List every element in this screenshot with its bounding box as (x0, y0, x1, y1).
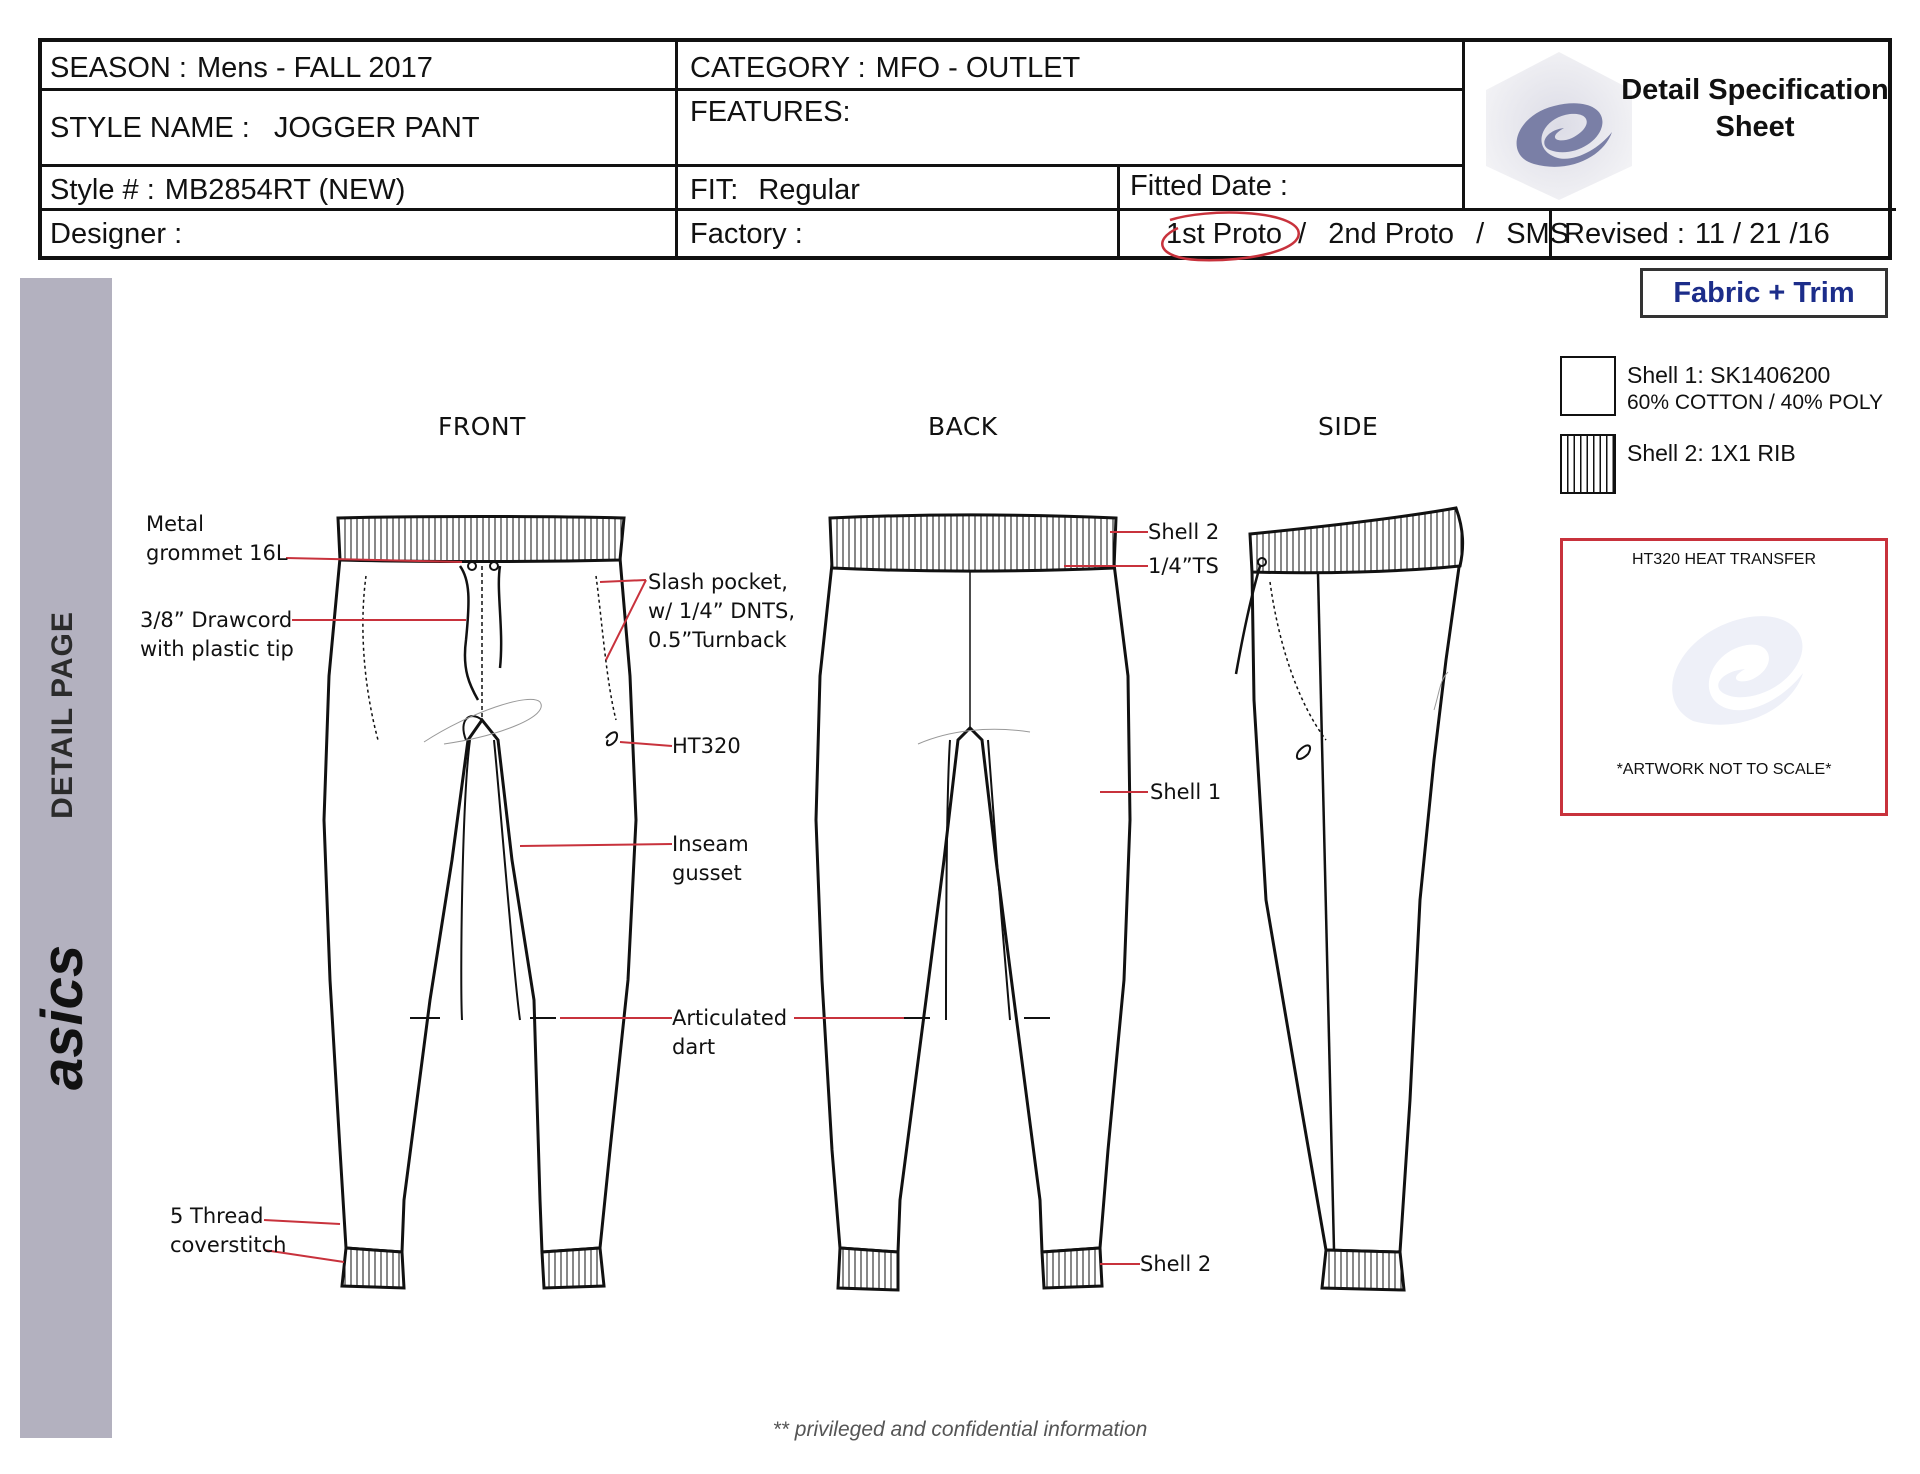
grommet-callout (146, 510, 288, 568)
proto-separator: / (1476, 218, 1485, 250)
shell2-bottom-callout: Shell 2 (1140, 1252, 1212, 1276)
callout-line: Metal (146, 512, 204, 536)
proto-separator: / (1298, 218, 1307, 250)
callout-line: 5 Thread (170, 1204, 264, 1228)
season-label: SEASON : (50, 52, 187, 84)
inseam-gusset-callout (672, 830, 749, 888)
season-value: Mens - FALL 2017 (197, 52, 433, 84)
revised-value: 11 / 21 /16 (1694, 218, 1830, 250)
ht320-callout: HT320 (672, 734, 741, 758)
callout-line: with plastic tip (140, 637, 294, 661)
category-label: CATEGORY : (690, 52, 866, 84)
shell1-content: 60% COTTON / 40% POLY (1627, 391, 1883, 414)
style-number-label: Style # : (50, 174, 155, 206)
shell2-text: Shell 2: 1X1 RIB (1627, 440, 1796, 466)
sheet-title-line1: Detail Specification (1621, 74, 1889, 106)
asics-wordmark: asics (30, 944, 95, 1090)
fit-label: FIT: (690, 174, 739, 206)
style-number-value: MB2854RT (NEW) (164, 174, 406, 206)
heat-transfer-note: *ARTWORK NOT TO SCALE* (1616, 761, 1832, 778)
detail-page-label: DETAIL PAGE (46, 611, 79, 819)
callout-line: Inseam (672, 832, 749, 856)
shell1-code: Shell 1: SK1406200 (1627, 362, 1831, 388)
shell2-top-callout: Shell 2 (1148, 520, 1220, 544)
features-label: FEATURES: (690, 96, 851, 128)
topstitch-callout: 1/4”TS (1148, 554, 1219, 578)
heat-transfer-title: HT320 HEAT TRANSFER (1631, 551, 1817, 568)
front-view-drawing (324, 517, 636, 1289)
sheet-title-line2: Sheet (1715, 111, 1795, 143)
side-view-drawing (1236, 508, 1463, 1290)
style-name-value: JOGGER PANT (273, 112, 480, 144)
callout-line: coverstitch (170, 1233, 287, 1257)
callout-line: Slash pocket, (648, 570, 788, 594)
callout-line: gusset (672, 861, 742, 885)
revised-label: Revised : (1564, 218, 1685, 250)
callout-line: 0.5”Turnback (648, 628, 787, 652)
callout-line: dart (672, 1035, 716, 1059)
fit-value: Regular (758, 174, 860, 206)
front-view-title: FRONT (438, 412, 526, 441)
designer-label: Designer : (50, 218, 183, 250)
callout-line: 3/8” Drawcord (140, 608, 293, 632)
articulated-dart-callout (672, 1004, 787, 1062)
drawcord-callout (140, 606, 294, 664)
style-name-label: STYLE NAME : (50, 112, 250, 144)
shell1-callout: Shell 1 (1150, 780, 1222, 804)
proto-1st: 1st Proto (1166, 218, 1283, 250)
factory-label: Factory : (690, 218, 803, 250)
fitted-date-label: Fitted Date : (1130, 170, 1288, 202)
callout-line: w/ 1/4” DNTS, (648, 599, 795, 623)
proto-2nd: 2nd Proto (1328, 218, 1455, 250)
callout-line: grommet 16L (146, 541, 288, 565)
confidential-footer: ** privileged and confidential information (772, 1418, 1148, 1441)
coverstitch-callout (170, 1202, 286, 1260)
category-value: MFO - OUTLET (875, 52, 1081, 84)
slash-pocket-callout (648, 568, 795, 655)
back-view-drawing (816, 515, 1130, 1290)
side-view-title: SIDE (1318, 412, 1379, 441)
fabric-trim-button[interactable]: Fabric + Trim (1640, 268, 1888, 318)
proto-sms: SMS (1506, 218, 1570, 250)
callout-line: Articulated (672, 1006, 788, 1030)
back-view-title: BACK (928, 412, 998, 441)
